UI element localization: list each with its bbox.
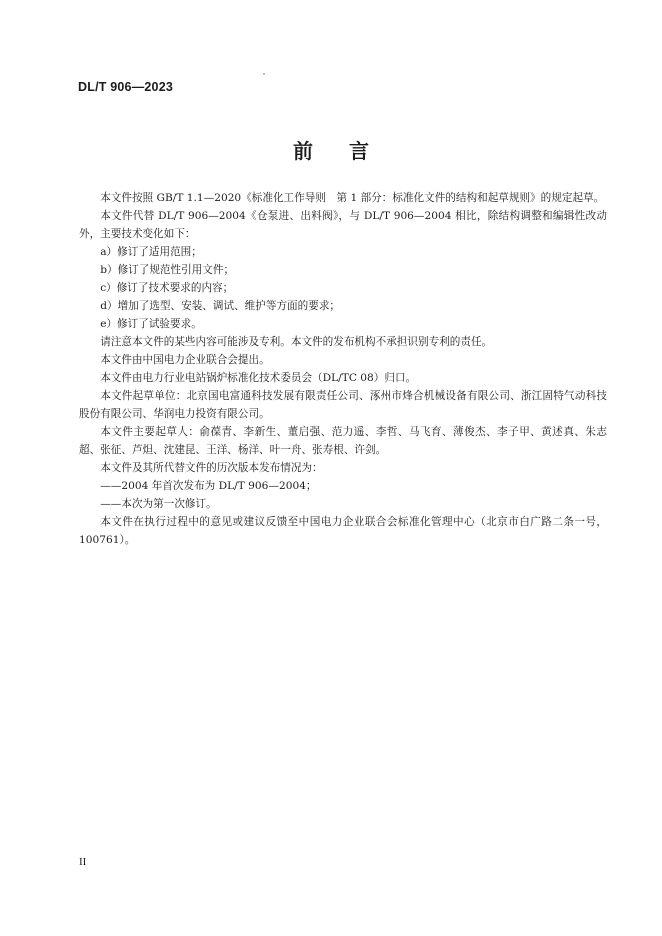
page-number: II: [79, 856, 87, 868]
page-title: 前言: [293, 139, 405, 163]
change-list-item: e）修订了试验要求。: [100, 318, 202, 330]
change-list-item: b）修订了规范性引用文件；: [100, 264, 235, 276]
change-list-item: d）增加了选型、安装、调试、维护等方面的要求；: [100, 300, 341, 312]
change-list-item: c）修订了技术要求的内容；: [100, 282, 234, 294]
paragraph: ——2004 年首次发布为 DL/T 906—2004；: [100, 480, 317, 492]
paragraph: 本文件起草单位：北京国电富通科技发展有限责任公司、涿州市烽合机械设备有限公司、浙江固特气动科技股份有限公司、华润电力投资有限公司。: [79, 390, 607, 420]
paragraph: 本文件代替 DL/T 906—2004《仓泵进、出料阀》，与 DL/T 906—2004 相比，除结构调整和编辑性改动外，主要技术变化如下：: [79, 210, 607, 240]
paragraph: 本文件在执行过程中的意见或建议反馈至中国电力企业联合会标准化管理中心（北京市白广路二条一号，100761）。: [79, 516, 607, 546]
paragraph: 本文件由中国电力企业联合会提出。: [100, 354, 270, 366]
paragraph: 本文件按照 GB/T 1.1—2020《标准化工作导则 第 1 部分：标准化文件的结构和起草规则》的规定起草。: [100, 192, 605, 204]
paragraph: ——本次为第一次修订。: [100, 498, 217, 510]
scan-speck: [263, 73, 265, 75]
change-list-item: a）修订了适用范围；: [100, 246, 202, 258]
paragraph: 本文件及其所代替文件的历次版本发布情况为：: [100, 462, 323, 474]
paragraph: 本文件主要起草人：俞葆青、李新生、董启强、范力遥、李哲、马飞育、薄俊杰、李子甲、黄述真、朱志超、张征、芦炟、沈建昆、王洋、杨洋、叶一舟、张寿根、许剑。: [79, 426, 607, 456]
paragraph: 请注意本文件的某些内容可能涉及专利。本文件的发布机构不承担识别专利的责任。: [100, 336, 493, 348]
document-code: DL/T 906—2023: [78, 80, 174, 94]
document-body: [79, 189, 607, 549]
paragraph: 本文件由电力行业电站锅炉标准化技术委员会（DL/TC 08）归口。: [100, 372, 417, 384]
